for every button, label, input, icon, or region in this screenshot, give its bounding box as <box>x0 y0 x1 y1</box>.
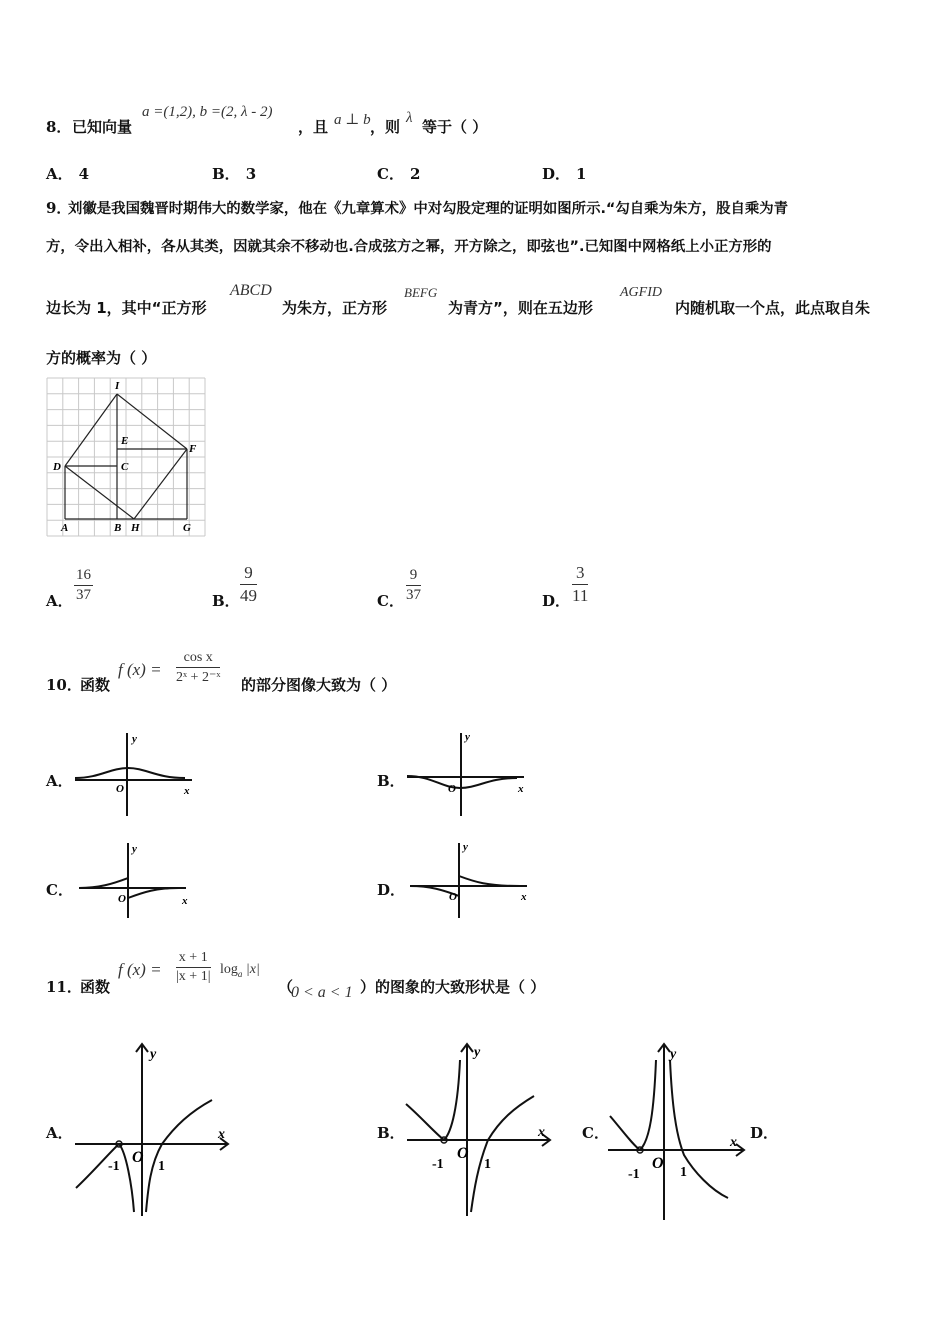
q10-option-b-label[interactable]: B． <box>377 772 405 790</box>
q10-suffix: 的部分图像大致为（ ） <box>241 676 397 694</box>
label-g: G <box>183 522 191 534</box>
q10-fx: f (x) = <box>118 660 162 679</box>
axis-y: y <box>150 1047 157 1062</box>
q11-log: $\log_a |x|$ <box>220 962 260 979</box>
label-e: E <box>121 435 129 447</box>
q10-number: 10． <box>46 676 82 694</box>
q8-option-b[interactable]: B． 3 <box>212 165 257 183</box>
tick-minus-one: -1 <box>628 1167 640 1182</box>
q9-option-a-label[interactable]: A． <box>46 592 73 610</box>
q9-option-b-fraction[interactable]: $\frac{9}{49}$ <box>240 563 257 605</box>
origin: O <box>449 891 457 903</box>
tick-one: 1 <box>680 1165 687 1180</box>
axis-y: y <box>463 841 468 853</box>
axis-x: x <box>184 785 190 797</box>
tick-one: 1 <box>484 1157 491 1172</box>
q10-option-c-label[interactable]: C． <box>46 881 73 899</box>
q9-pentagon: AGFID <box>620 285 662 300</box>
q11-option-d-label[interactable]: D． <box>750 1124 779 1142</box>
q11-number: 11． <box>46 978 82 996</box>
q8-vectors: a =(1,2), b =(2, λ - 2) <box>142 104 273 120</box>
q8-option-d[interactable]: D． 1 <box>542 165 587 183</box>
q11-graph-b[interactable] <box>402 1040 557 1220</box>
origin: O <box>116 783 124 795</box>
label-a: A <box>61 522 69 534</box>
q11-condition: 0 < a < 1 <box>291 984 353 1001</box>
q11-fraction: $\frac{x + 1}{|x + 1|}$ <box>176 950 211 984</box>
q10-fraction: $\frac{\text{cos x}}{\text{2ˣ + 2⁻ˣ}}$ <box>176 650 221 685</box>
label-i: I <box>115 380 120 392</box>
q8-stem-d: 等于（ ） <box>422 118 488 136</box>
q10-graph-d[interactable] <box>405 840 535 920</box>
q9-option-a-fraction[interactable]: $\frac{16}{37}$ <box>76 567 91 603</box>
q10-option-a-label[interactable]: A． <box>46 772 73 790</box>
axis-x: x <box>730 1135 737 1150</box>
q9-line2: 方，令出入相补，各从其类，因就其余不移动也.合成弦方之幂，开方除之，即弦也”.已知图中网格纸上小正方形的 <box>46 239 772 255</box>
q11-option-b-label[interactable]: B． <box>377 1124 405 1142</box>
q8-option-a[interactable]: A． 4 <box>46 165 90 183</box>
q9-line3-a: 边长为 1，其中“正方形 <box>46 299 207 317</box>
q9-line4: 方的概率为（ ） <box>46 349 157 367</box>
axis-x: x <box>518 783 524 795</box>
axis-x: x <box>521 891 527 903</box>
origin: O <box>457 1145 469 1162</box>
q9-option-d-label[interactable]: D． <box>542 592 571 610</box>
axis-y: y <box>474 1045 481 1060</box>
q11-fx: f (x) = <box>118 960 162 979</box>
tick-minus-one: -1 <box>108 1159 120 1174</box>
axis-x: x <box>538 1125 545 1140</box>
q9-line3-c: 为青方”，则在五边形 <box>448 299 593 317</box>
origin: O <box>118 893 126 905</box>
label-d: D <box>53 461 61 473</box>
origin: O <box>132 1149 144 1166</box>
axis-x: x <box>218 1127 225 1142</box>
q11-cond-open: （ <box>278 978 294 996</box>
tick-minus-one: -1 <box>432 1157 444 1172</box>
q8-option-c[interactable]: C． 2 <box>377 165 421 183</box>
q11-suffix: ）的图象的大致形状是（ ） <box>360 978 546 996</box>
label-b: B <box>114 522 122 534</box>
q11-graph-c[interactable] <box>606 1040 751 1225</box>
q8-stem-c: ，则 <box>370 118 401 136</box>
label-h: H <box>131 522 140 534</box>
axis-y: y <box>670 1047 677 1062</box>
q9-square-befg: BEFG <box>404 285 438 300</box>
q10-graph-a[interactable] <box>70 730 200 820</box>
origin: O <box>652 1155 664 1172</box>
q11-prefix: 函数 <box>80 978 111 996</box>
q9-line1: 刘徽是我国魏晋时期伟大的数学家，他在《九章算术》中对勾股定理的证明如图所示.“勾自乘为朱方，股自乘为青 <box>68 201 789 217</box>
q8-stem-a: 已知向量 <box>72 118 133 136</box>
q8-stem-b: ，且 <box>298 118 329 136</box>
label-f: F <box>189 443 197 455</box>
q8-number: 8． <box>46 118 72 136</box>
origin: O <box>448 783 456 795</box>
q9-square-abcd: ABCD <box>230 282 272 299</box>
q9-line3-b: 为朱方，正方形 <box>282 299 388 317</box>
axis-y: y <box>132 733 137 745</box>
q11-graph-a[interactable] <box>70 1040 235 1220</box>
q9-option-d-fraction[interactable]: $\frac{3}{11}$ <box>572 563 589 605</box>
q11-option-c-label[interactable]: C． <box>582 1124 609 1142</box>
axis-y: y <box>132 843 137 855</box>
q9-option-c-fraction[interactable]: $\frac{9}{37}$ <box>406 567 421 603</box>
q10-option-d-label[interactable]: D． <box>377 881 406 899</box>
q10-graph-b[interactable] <box>402 730 532 820</box>
q9-figure <box>47 378 205 536</box>
q9-option-c-label[interactable]: C． <box>377 592 404 610</box>
q10-prefix: 函数 <box>80 676 111 694</box>
label-c: C <box>121 461 129 473</box>
axis-x: x <box>182 895 188 907</box>
q9-line3-d: 内随机取一个点，此点取自朱 <box>675 299 871 317</box>
q10-graph-c[interactable] <box>74 840 204 920</box>
q11-option-a-label[interactable]: A． <box>46 1124 73 1142</box>
q9-number: 9． <box>46 199 72 217</box>
q8-condition: a ⊥ b <box>334 112 371 128</box>
q9-option-b-label[interactable]: B． <box>212 592 240 610</box>
q8-lambda: λ <box>406 110 413 126</box>
axis-y: y <box>465 731 470 743</box>
tick-one: 1 <box>158 1159 165 1174</box>
